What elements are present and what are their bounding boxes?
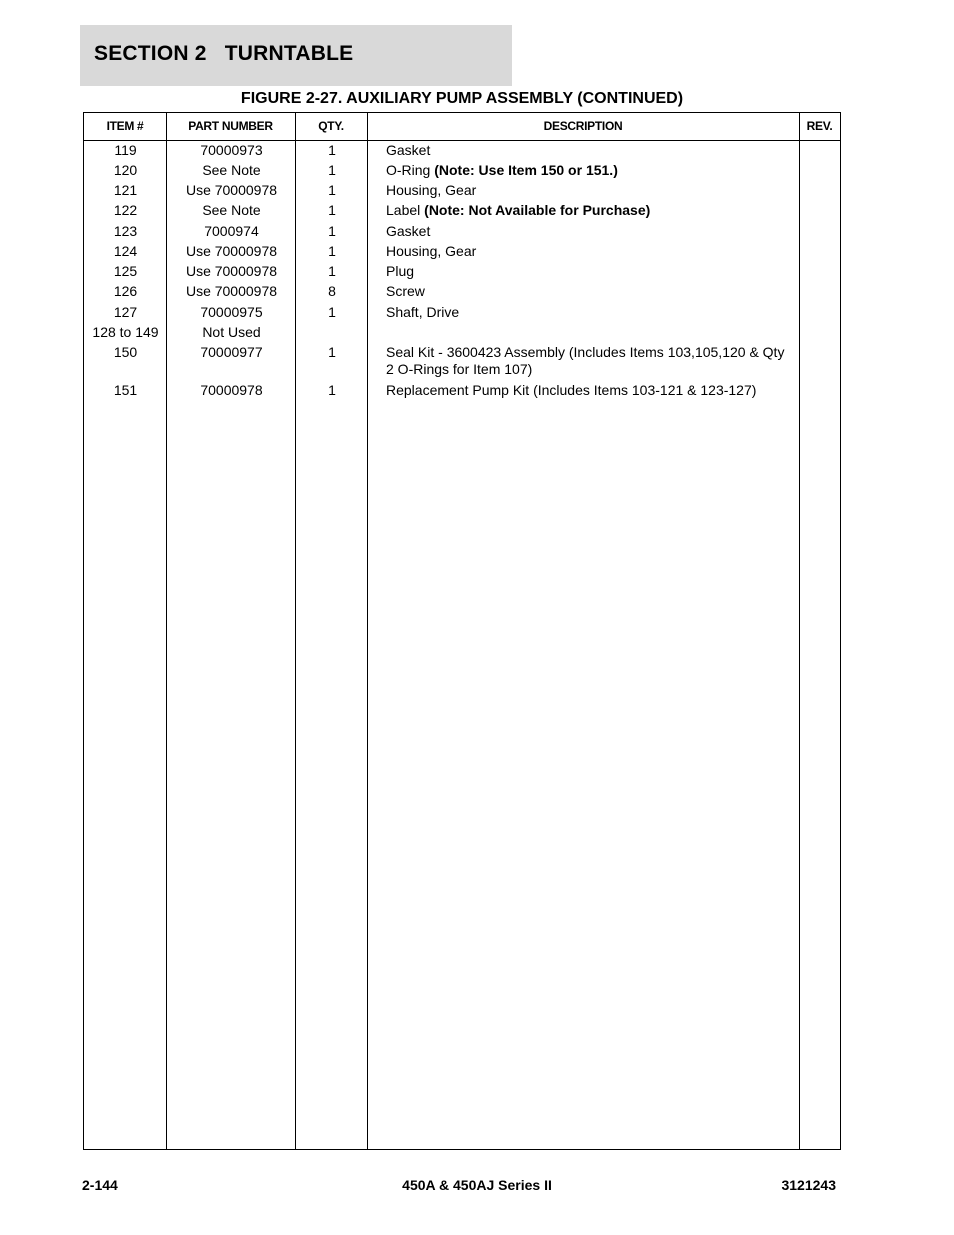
header-part-number: PART NUMBER bbox=[188, 119, 273, 133]
table-row bbox=[84, 283, 840, 304]
description-note: (Note: Use Item 150 or 151.) bbox=[434, 162, 618, 178]
quantity: 1 bbox=[328, 142, 336, 158]
table-row bbox=[84, 243, 840, 263]
quantity: 1 bbox=[328, 243, 336, 259]
section-title: SECTION 2 TURNTABLE bbox=[94, 42, 354, 65]
description-text: Plug bbox=[386, 263, 415, 279]
part-number: Use 70000978 bbox=[185, 263, 278, 279]
part-number: Use 70000978 bbox=[185, 182, 278, 198]
model-name: 450A & 450AJ Series II bbox=[402, 1177, 552, 1193]
part-number: Use 70000978 bbox=[185, 243, 278, 259]
description bbox=[386, 283, 796, 300]
description bbox=[386, 202, 796, 219]
header-item: ITEM # bbox=[106, 119, 144, 133]
table-row bbox=[84, 344, 840, 382]
description bbox=[386, 223, 796, 240]
item-number: 119 bbox=[114, 142, 137, 158]
table-body bbox=[84, 142, 840, 402]
item-number: 125 bbox=[113, 263, 138, 279]
header-description: DESCRIPTION bbox=[543, 119, 623, 133]
part-number: Not Used bbox=[202, 324, 261, 340]
table-row bbox=[84, 182, 840, 202]
table-row bbox=[84, 324, 840, 344]
description-text: Gasket bbox=[386, 223, 431, 239]
description bbox=[386, 142, 796, 159]
quantity: 1 bbox=[328, 263, 336, 279]
table-row bbox=[84, 382, 840, 402]
part-number: See Note bbox=[202, 162, 261, 178]
item-number: 124 bbox=[113, 243, 138, 259]
parts-table bbox=[83, 112, 841, 1150]
item-number: 150 bbox=[113, 344, 138, 360]
description bbox=[386, 243, 796, 260]
description-text: Housing, Gear bbox=[386, 243, 477, 259]
item-number: 127 bbox=[113, 304, 138, 320]
description-text: Shaft, Drive bbox=[386, 304, 460, 320]
item-number: 122 bbox=[113, 202, 138, 218]
header-qty: QTY. bbox=[318, 119, 344, 133]
part-number: 70000975 bbox=[200, 304, 263, 320]
description bbox=[386, 382, 796, 399]
header-divider bbox=[84, 140, 840, 141]
quantity: 1 bbox=[328, 202, 336, 218]
description bbox=[386, 304, 796, 321]
quantity: 1 bbox=[328, 162, 336, 178]
part-number: Use 70000978 bbox=[185, 283, 278, 299]
document-number: 3121243 bbox=[781, 1177, 836, 1193]
description-text: Screw bbox=[386, 283, 425, 299]
header-rev: REV. bbox=[806, 119, 833, 133]
table-row bbox=[84, 263, 840, 283]
description-text: Label bbox=[386, 202, 425, 218]
table-row bbox=[84, 202, 840, 223]
quantity: 1 bbox=[328, 344, 336, 360]
item-number: 123 bbox=[113, 223, 138, 239]
description-text: Gasket bbox=[386, 142, 431, 158]
section-banner bbox=[80, 25, 512, 86]
description bbox=[386, 182, 796, 199]
description bbox=[386, 263, 796, 280]
description-text: Housing, Gear bbox=[386, 182, 477, 198]
table-row bbox=[84, 162, 840, 182]
page-number: 2-144 bbox=[82, 1177, 118, 1193]
quantity: 1 bbox=[328, 182, 336, 198]
table-row bbox=[84, 142, 840, 162]
item-number: 128 to 149 bbox=[92, 324, 159, 340]
part-number: 70000973 bbox=[200, 142, 263, 158]
quantity: 8 bbox=[328, 283, 336, 299]
part-number: See Note bbox=[202, 202, 261, 218]
item-number: 120 bbox=[113, 162, 138, 178]
item-number: 121 bbox=[113, 182, 138, 198]
item-number: 126 bbox=[113, 283, 138, 299]
table-row bbox=[84, 304, 840, 324]
figure-title: FIGURE 2-27. AUXILIARY PUMP ASSEMBLY (CONTINUED) bbox=[240, 90, 684, 107]
description-text: O-Ring bbox=[386, 162, 435, 178]
part-number: 70000977 bbox=[200, 344, 263, 360]
table-row bbox=[84, 223, 840, 243]
description bbox=[386, 162, 796, 179]
quantity: 1 bbox=[328, 304, 336, 320]
description-text: Replacement Pump Kit (Includes Items 103-121 & 123-127) bbox=[386, 382, 757, 398]
quantity: 1 bbox=[328, 382, 336, 398]
description-text: Seal Kit - 3600423 Assembly (Includes Items 103,105,120 & Qty 2 O-Rings for Item 107) bbox=[386, 344, 785, 377]
part-number: 70000978 bbox=[200, 382, 263, 398]
description-note: (Note: Not Available for Purchase) bbox=[424, 202, 651, 218]
part-number: 7000974 bbox=[204, 223, 259, 239]
item-number: 151 bbox=[113, 382, 138, 398]
quantity: 1 bbox=[328, 223, 336, 239]
description bbox=[386, 344, 796, 378]
